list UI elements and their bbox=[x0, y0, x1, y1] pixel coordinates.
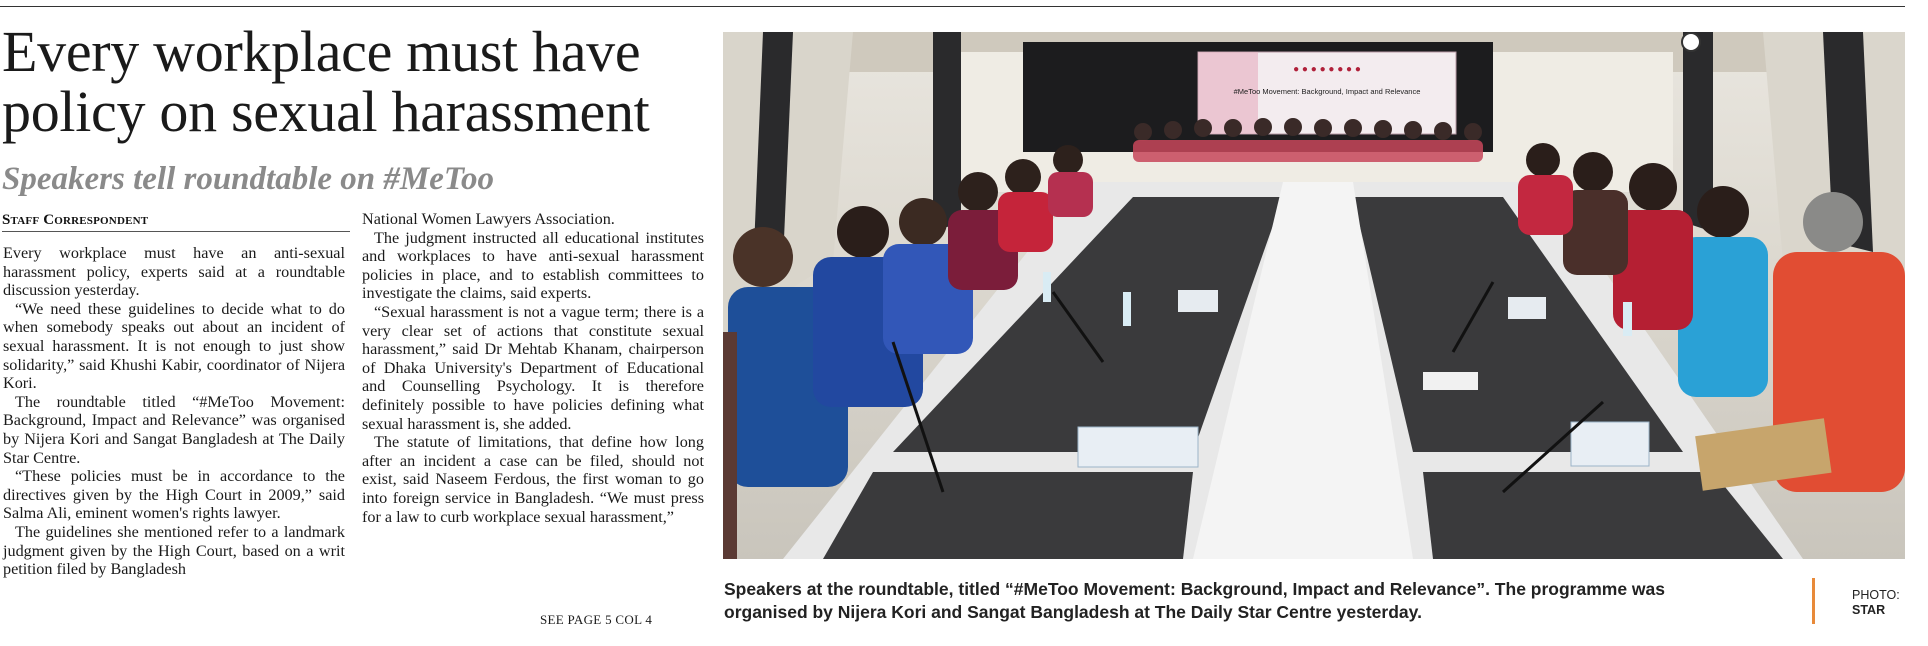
byline: Staff Correspondent bbox=[2, 211, 350, 232]
paragraph: The roundtable titled “#MeToo Movement: Background, Impact and Relevance” was organised by Nijera Kori and Sangat Bangladesh at The Daily Star Centre. bbox=[3, 392, 345, 467]
photo-credit-agency: STAR bbox=[1852, 603, 1886, 617]
photo-credit-label: PHOTO: bbox=[1852, 588, 1900, 602]
paragraph: The guidelines she mentioned refer to a landmark judgment given by the High Court, based on a writ petition filed by Bangladesh bbox=[3, 522, 345, 579]
top-rule bbox=[0, 6, 1905, 7]
photo-credit bbox=[1852, 588, 1912, 618]
article-column-1 bbox=[3, 244, 345, 579]
credit-divider bbox=[1812, 578, 1815, 624]
svg-text:● ● ● ● ● ● ● ●: ● ● ● ● ● ● ● ● bbox=[1293, 64, 1361, 75]
paragraph: “Sexual harassment is not a vague term; there is a very clear set of actions that constitute sexual harassment,” said Dr Mehtab Khanam, chairperson of Dhaka University's Department of Educational and Counselling Psychology. It is therefore definitely possible to have policies defining what sexual harassment is, she added. bbox=[362, 302, 704, 433]
subhead: Speakers tell roundtable on #MeToo bbox=[2, 161, 494, 197]
headline: Every workplace must have policy on sexual harassment bbox=[2, 19, 650, 144]
paragraph: “We need these guidelines to decide what to do when somebody speaks out about an incident of sexual harassment. It is not enough to just show solidarity,” said Khushi Kabir, coordinator of Nijera Kori. bbox=[3, 299, 345, 393]
continued-on-link[interactable]: SEE PAGE 5 COL 4 bbox=[540, 612, 653, 627]
paragraph: Every workplace must have an anti-sexual harassment policy, experts said at a roundtable discussion yesterday. bbox=[3, 244, 345, 300]
roundtable-photo-illustration bbox=[723, 32, 1905, 559]
paragraph: The judgment instructed all educational institutes and workplaces to have anti-sexual harassment policies in place, and to establish committees to investigate the claims, said experts. bbox=[362, 228, 704, 303]
paragraph: National Women Lawyers Association. bbox=[362, 210, 615, 228]
paragraph: The statute of limitations, that define how long after an incident a case can be filed, should not exist, said Naseem Ferdous, the first woman to go into foreign service in Bangladesh. “We must press for a law to curb workplace sexual harassment,” bbox=[362, 433, 704, 526]
svg-text:#MeToo Movement: Background, I: #MeToo Movement: Background, Impact and Relevance bbox=[1233, 87, 1421, 96]
paragraph: “These policies must be in accordance to the directives given by the High Court in 2009,” said Salma Ali, eminent women's rights lawyer. bbox=[3, 467, 345, 523]
photo-caption: Speakers at the roundtable, titled “#MeToo Movement: Background, Impact and Relevance”. The programme was organised by Nijera Kori and Sangat Bangladesh at The Daily Star Centre yesterday. bbox=[724, 579, 1666, 622]
article-column-2 bbox=[362, 210, 704, 526]
roundtable-photo bbox=[723, 32, 1905, 559]
